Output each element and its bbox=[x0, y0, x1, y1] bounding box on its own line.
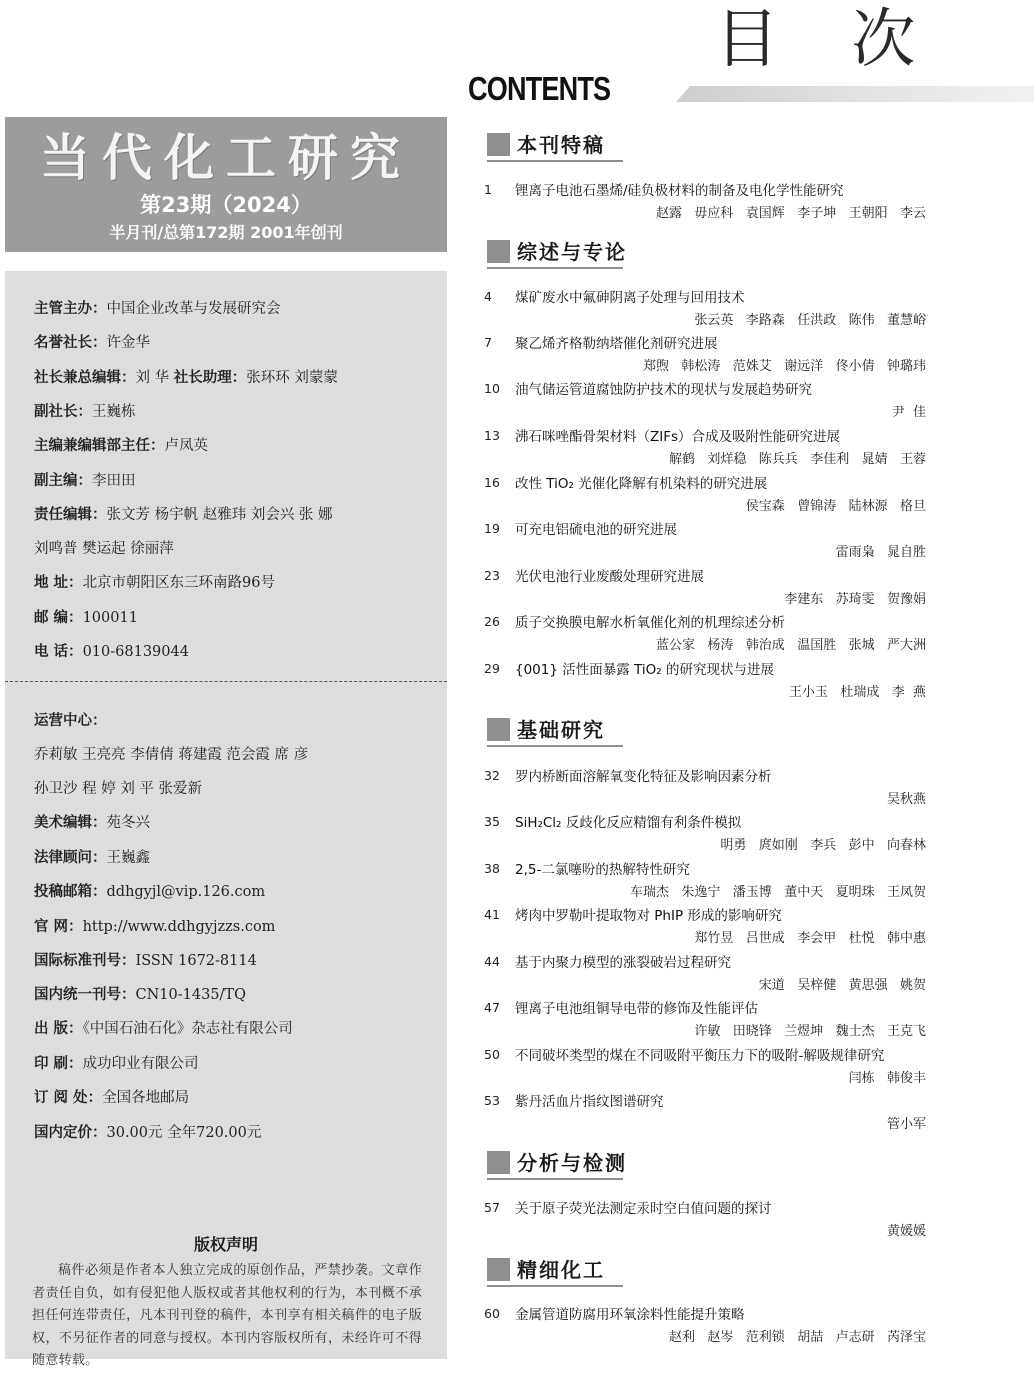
article-page-number: 41 bbox=[484, 907, 500, 922]
info-row bbox=[34, 1121, 261, 1142]
section-title: 精细化工 bbox=[517, 1258, 605, 1282]
section-title: 基础研究 bbox=[517, 718, 605, 742]
header-decor-bar bbox=[690, 86, 1034, 102]
publication-frequency: 半月刊/总第172期 2001年创刊 bbox=[109, 223, 343, 242]
info-value: 《中国石油石化》杂志社有限公司 bbox=[82, 1021, 293, 1037]
article-title[interactable]: 金属管道防腐用环氧涂料性能提升策略 bbox=[515, 1307, 745, 1323]
article-page-number: 44 bbox=[484, 954, 500, 969]
article-title[interactable]: {001} 活性面暴露 TiO₂ 的研究现状与进展 bbox=[515, 662, 774, 678]
info-label: 运营中心： bbox=[34, 713, 107, 729]
article-authors: 解鹤 刘烊稳 陈兵兵 李佳利 晁婧 王蓉 bbox=[669, 452, 926, 467]
info-value: 010-68139044 bbox=[82, 644, 189, 660]
info-value: 成功印业有限公司 bbox=[82, 1056, 199, 1072]
section-underline bbox=[487, 1285, 623, 1287]
section-underline bbox=[487, 1178, 623, 1180]
info-value: 张文芳 杨宇帆 赵雅玮 刘会兴 张 娜 bbox=[106, 507, 333, 523]
section-underline bbox=[487, 745, 623, 747]
info-row bbox=[34, 297, 281, 318]
info-label: 主管主办： bbox=[34, 301, 107, 317]
info-row bbox=[34, 983, 246, 1004]
article-title[interactable]: 光伏电池行业废酸处理研究进展 bbox=[515, 569, 704, 585]
article-page-number: 19 bbox=[484, 521, 500, 536]
info-value: 王巍鑫 bbox=[106, 850, 150, 866]
info-value: 卢凤英 bbox=[164, 438, 208, 454]
article-title[interactable]: 聚乙烯齐格勒纳塔催化剂研究进展 bbox=[515, 336, 718, 352]
article-authors: 雷雨枭 晁自胜 bbox=[835, 545, 926, 560]
article-page-number: 38 bbox=[484, 861, 500, 876]
info-row bbox=[34, 743, 308, 764]
article-title[interactable]: 沸石咪唑酯骨架材料（ZIFs）合成及吸附性能研究进展 bbox=[515, 429, 841, 445]
article-page-number: 10 bbox=[484, 381, 500, 396]
magazine-title: 当代化工研究 bbox=[40, 128, 412, 187]
info-value: 张环环 刘蒙蒙 bbox=[246, 370, 338, 386]
article-page-number: 7 bbox=[484, 335, 492, 350]
info-value: 全国各地邮局 bbox=[102, 1090, 190, 1106]
article-page-number: 50 bbox=[484, 1047, 500, 1062]
info-row bbox=[34, 469, 136, 490]
copyright-title: 版权声明 bbox=[193, 1235, 258, 1254]
article-title[interactable]: 关于原子荧光法测定汞时空白值问题的探讨 bbox=[515, 1201, 772, 1217]
info-row bbox=[34, 880, 265, 901]
info-label: 国内统一刊号： bbox=[34, 987, 136, 1003]
article-title[interactable]: 罗内桥断面溶解氧变化特征及影响因素分析 bbox=[515, 769, 772, 785]
info-label: 责任编辑： bbox=[34, 507, 107, 523]
section-title: 本刊特稿 bbox=[517, 133, 605, 157]
article-authors: 王小玉 杜瑞成 李 燕 bbox=[788, 685, 926, 700]
info-label: 邮 编： bbox=[34, 610, 83, 626]
article-title[interactable]: 烤肉中罗勒叶提取物对 PhIP 形成的影响研究 bbox=[515, 908, 782, 924]
article-page-number: 53 bbox=[484, 1093, 500, 1108]
info-value: 李田田 bbox=[92, 473, 136, 489]
contents-title-en: CONTENTS bbox=[468, 70, 611, 107]
article-page-number: 47 bbox=[484, 1000, 500, 1015]
info-label: 社长助理： bbox=[173, 370, 247, 386]
article-title[interactable]: 基于内聚力模型的涨裂破岩过程研究 bbox=[515, 955, 731, 971]
info-value: 刘 华 bbox=[135, 370, 174, 386]
info-value: ISSN 1672-8114 bbox=[135, 953, 257, 969]
article-authors: 吴秋燕 bbox=[886, 792, 926, 807]
article-page-number: 35 bbox=[484, 814, 500, 829]
section-title: 分析与检测 bbox=[517, 1151, 627, 1175]
article-page-number: 23 bbox=[484, 568, 500, 583]
article-authors: 李建东 苏琦雯 贺豫娟 bbox=[784, 592, 926, 607]
contents-title-cn: 目 次 bbox=[715, 3, 942, 77]
section-marker bbox=[487, 1151, 510, 1174]
info-label: 美术编辑： bbox=[34, 815, 107, 831]
info-value: 中国企业改革与发展研究会 bbox=[106, 301, 281, 317]
article-title[interactable]: 煤矿废水中氟砷阴离子处理与回用技术 bbox=[515, 290, 745, 306]
article-authors: 蓝公家 杨涛 韩治成 温国胜 张城 严大洲 bbox=[656, 638, 926, 653]
info-row bbox=[34, 1086, 189, 1107]
article-authors: 侯宝森 曾锦涛 陆林源 格旦 bbox=[745, 499, 926, 514]
info-row bbox=[34, 915, 275, 936]
editorial-info-panel bbox=[5, 271, 447, 1359]
info-value: 苑冬兴 bbox=[106, 815, 150, 831]
info-row bbox=[34, 606, 138, 627]
info-row bbox=[34, 434, 208, 455]
info-value: 北京市朝阳区东三环南路96号 bbox=[82, 575, 276, 591]
section-marker bbox=[487, 133, 510, 156]
article-authors: 车瑞杰 朱逸宁 潘玉博 董中天 夏明珠 王凤贺 bbox=[630, 885, 926, 900]
info-label: 官 网： bbox=[34, 919, 83, 935]
article-authors: 闫栋 韩俊丰 bbox=[848, 1071, 926, 1086]
info-label: 副社长： bbox=[34, 404, 92, 420]
info-value: 30.00元 全年720.00元 bbox=[106, 1125, 262, 1141]
article-authors: 管小军 bbox=[886, 1117, 926, 1132]
info-value: CN10-1435/TQ bbox=[135, 987, 246, 1003]
article-authors: 赵利 赵岑 范利锁 胡喆 卢志研 芮泽宝 bbox=[669, 1330, 926, 1345]
article-authors: 赵露 毋应科 袁国辉 李子坤 王朝阳 李云 bbox=[656, 206, 926, 221]
info-row bbox=[34, 640, 189, 661]
article-page-number: 16 bbox=[484, 475, 500, 490]
article-title[interactable]: SiH₂Cl₂ 反歧化反应精馏有利条件模拟 bbox=[515, 815, 742, 831]
article-authors: 郑竹昱 吕世成 李会甲 杜悦 韩中惠 bbox=[694, 931, 926, 946]
section-marker bbox=[487, 240, 510, 263]
article-page-number: 26 bbox=[484, 614, 500, 629]
article-page-number: 1 bbox=[484, 182, 492, 197]
info-value: 王巍栋 bbox=[92, 404, 136, 420]
info-label: 名誉社长： bbox=[34, 335, 107, 351]
article-authors: 郑煦 韩松涛 范姝艾 谢远洋 佟小倩 钟璐玮 bbox=[643, 359, 926, 374]
info-row bbox=[34, 366, 338, 387]
info-row bbox=[34, 709, 107, 730]
info-label: 副主编： bbox=[34, 473, 92, 489]
info-value: ddhgyjl@vip.126.com bbox=[106, 884, 266, 900]
article-authors: 张云英 李路森 任洪政 陈伟 董慧峪 bbox=[694, 313, 926, 328]
info-row bbox=[34, 400, 136, 421]
article-page-number: 60 bbox=[484, 1306, 500, 1321]
info-row bbox=[34, 846, 150, 867]
info-row bbox=[34, 537, 174, 558]
info-value: http://www.ddhgyjzzs.com bbox=[82, 919, 276, 935]
info-label: 出 版： bbox=[34, 1021, 83, 1037]
info-label: 投稿邮箱： bbox=[34, 884, 107, 900]
article-title[interactable]: 不同破坏类型的煤在不同吸附平衡压力下的吸附-解吸规律研究 bbox=[515, 1048, 885, 1064]
article-title[interactable]: 锂离子电池组铜导电带的修饰及性能评估 bbox=[515, 1001, 758, 1017]
section-marker bbox=[487, 718, 510, 741]
article-title[interactable]: 紫丹活血片指纹图谱研究 bbox=[515, 1094, 664, 1110]
article-page-number: 32 bbox=[484, 768, 500, 783]
info-label: 订 阅 处： bbox=[34, 1090, 103, 1106]
info-row bbox=[34, 811, 150, 832]
info-row bbox=[34, 949, 257, 970]
article-page-number: 4 bbox=[484, 289, 492, 304]
issue-number: 第23期（2024） bbox=[140, 193, 312, 217]
info-row bbox=[34, 1017, 293, 1038]
article-authors: 宋道 吴梓健 黄思强 姚贺 bbox=[758, 978, 926, 993]
article-title[interactable]: 2,5-二氯噻吩的热解特性研究 bbox=[515, 862, 690, 878]
article-authors: 尹 佳 bbox=[891, 405, 926, 420]
info-value: 100011 bbox=[82, 610, 138, 626]
info-row bbox=[34, 571, 275, 592]
info-row bbox=[34, 1052, 199, 1073]
dashed-divider bbox=[5, 681, 447, 682]
article-authors: 黄媛媛 bbox=[886, 1224, 926, 1239]
info-label: 电 话： bbox=[34, 644, 83, 660]
article-authors: 明勇 庹如刚 李兵 彭中 向春林 bbox=[720, 838, 926, 853]
info-label: 地 址： bbox=[34, 575, 83, 591]
article-title[interactable]: 改性 TiO₂ 光催化降解有机染料的研究进展 bbox=[515, 476, 768, 492]
info-label: 国际标准刊号： bbox=[34, 953, 136, 969]
section-underline bbox=[487, 267, 623, 269]
article-title[interactable]: 锂离子电池石墨烯/硅负极材料的制备及电化学性能研究 bbox=[515, 183, 844, 199]
info-row bbox=[34, 503, 333, 524]
article-title[interactable]: 质子交换膜电解水析氧催化剂的机理综述分析 bbox=[515, 615, 785, 631]
article-page-number: 29 bbox=[484, 661, 500, 676]
article-title[interactable]: 可充电铝硫电池的研究进展 bbox=[515, 522, 677, 538]
article-authors: 许敏 田晓锋 兰煜坤 魏士杰 王克飞 bbox=[694, 1024, 926, 1039]
article-page-number: 57 bbox=[484, 1200, 500, 1215]
info-value: 乔莉敏 王亮亮 李倩倩 蒋建霞 范会霞 席 彦 bbox=[34, 747, 309, 763]
info-value: 许金华 bbox=[106, 335, 150, 351]
info-value: 孙卫沙 程 婷 刘 平 张爱新 bbox=[34, 781, 203, 797]
info-label: 国内定价： bbox=[34, 1125, 107, 1141]
article-page-number: 13 bbox=[484, 428, 500, 443]
copyright-text: 稿件必须是作者本人独立完成的原创作品，严禁抄袭。文章作者责任自负，如有侵犯他人版权或者其他权利的行为，本刊概不承担任何连带责任，凡本刊刊登的稿件，本刊享有相关稿件的电子版权，不另征作者的同意与授权。本刊内容版权所有，未经许可不得随意转载。 bbox=[32, 1263, 422, 1368]
section-title: 综述与专论 bbox=[517, 240, 627, 264]
info-value: 刘鸣普 樊运起 徐丽萍 bbox=[34, 541, 174, 557]
masthead bbox=[5, 117, 447, 252]
info-row bbox=[34, 777, 202, 798]
info-label: 社长兼总编辑： bbox=[34, 370, 136, 386]
info-label: 主编兼编辑部主任： bbox=[34, 438, 165, 454]
info-row bbox=[34, 331, 150, 352]
section-marker bbox=[487, 1258, 510, 1281]
info-label: 法律顾问： bbox=[34, 850, 107, 866]
article-title[interactable]: 油气储运管道腐蚀防护技术的现状与发展趋势研究 bbox=[515, 382, 812, 398]
section-underline bbox=[487, 160, 623, 162]
info-label: 印 刷： bbox=[34, 1056, 83, 1072]
